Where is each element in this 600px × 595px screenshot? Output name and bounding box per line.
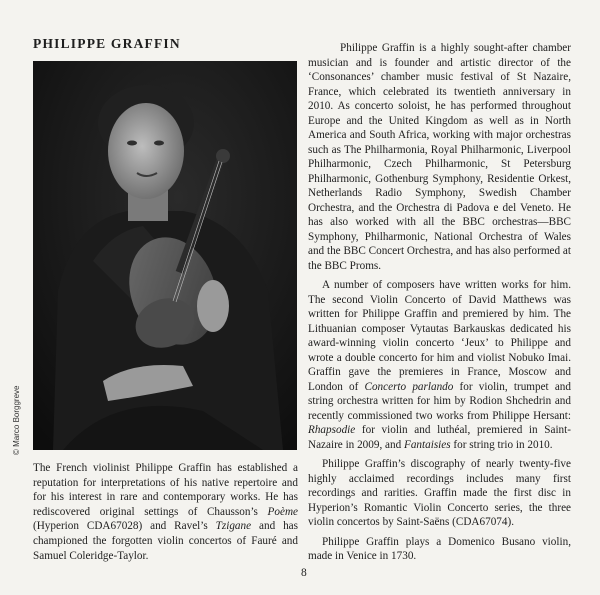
page-number: 8 [301,567,307,579]
bio-text: for violin, trumpet and string orchestra written for him by Rodion Shchedrin and recently commissioned two works from Philippe Hersant: [308,380,571,422]
caption-paragraph [33,461,298,563]
biography-column [308,41,571,569]
bio-work-title: Rhapsodie [308,424,356,436]
caption-work-title: Poème [267,505,298,518]
bio-text: A number of composers have written works for him. The second Violin Concerto of David Matthews was written for Philippe Graffin and premiered by him. The Lithuanian composer Vytautas Barkauskas dedicated his award-winning violin concerto ‘Jeux’ to Philippe and wrote a double concerto for him and violist Nobuko Imai. Graffin gave the premieres in France, Moscow and London of [308,279,571,393]
caption-text: and has championed the forgotten violin concertos of Fauré and Samuel Coleridge-Taylor. [33,520,298,562]
bio-text: for violin and luthéal, premiered in Saint-Nazaire in 2009, and [308,424,571,451]
bio-text: for string trio in 2010. [450,438,553,451]
portrait-photo [33,61,297,450]
bio-paragraph-2 [308,278,571,452]
bio-paragraph-4: Philippe Graffin plays a Domenico Busano violin, made in Venice in 1730. [308,535,571,562]
violinist-portrait-illustration [33,61,297,450]
bio-work-title: Fantaisies [404,438,451,451]
bio-paragraph-3: Philippe Graffin’s discography of nearly twenty-five highly acclaimed recordings includes many first recordings and rarities. Graffin made the first disc in Hyperion’s Romantic Violin Concerto series, the three violin concertos by Saint-Saëns (CDA67074). [308,458,571,528]
photo-credit: © Marco Borggreve [12,385,21,455]
photo-caption [33,461,298,563]
bio-work-title: Concerto parlando [364,380,454,393]
caption-work-title: Tzigane [215,520,252,533]
caption-text: (Hyperion CDA67028) and Ravel’s [33,520,216,533]
caption-text: The French violinist Philippe Graffin has established a reputation for interpretations of his native repertoire and for his interest in rare and contemporary works. He has rediscovered original settings of Chausson’s [33,462,298,518]
bio-paragraph-1: Philippe Graffin is a highly sought-after chamber musician and is founder and artistic director of the ‘Consonances’ chamber music festival of St Nazaire, France, which celebrated its twentieth anniversary in 2010. As concerto soloist, he has performed throughout Europe and the United Kingdom as well as in North America and South Africa, working with major orchestras such as The Philharmonia, Royal Philharmonic, Liverpool Philharmonic, Czech Philharmonic, St Petersburg Philharmonic, Gothenburg Symphony, Residentie Orkest, Netherlands Radio Symphony, Swedish Chamber Orchestra, and the Orchestra di Padova e del Veneto. He has also worked with all the BBC orchestras—BBC Symphony, Philharmonic, National Orchestra of Wales and the BBC Concert Orchestra, and has also performed at the BBC Proms. [308,42,571,272]
page-title: PHILIPPE GRAFFIN [33,36,181,51]
